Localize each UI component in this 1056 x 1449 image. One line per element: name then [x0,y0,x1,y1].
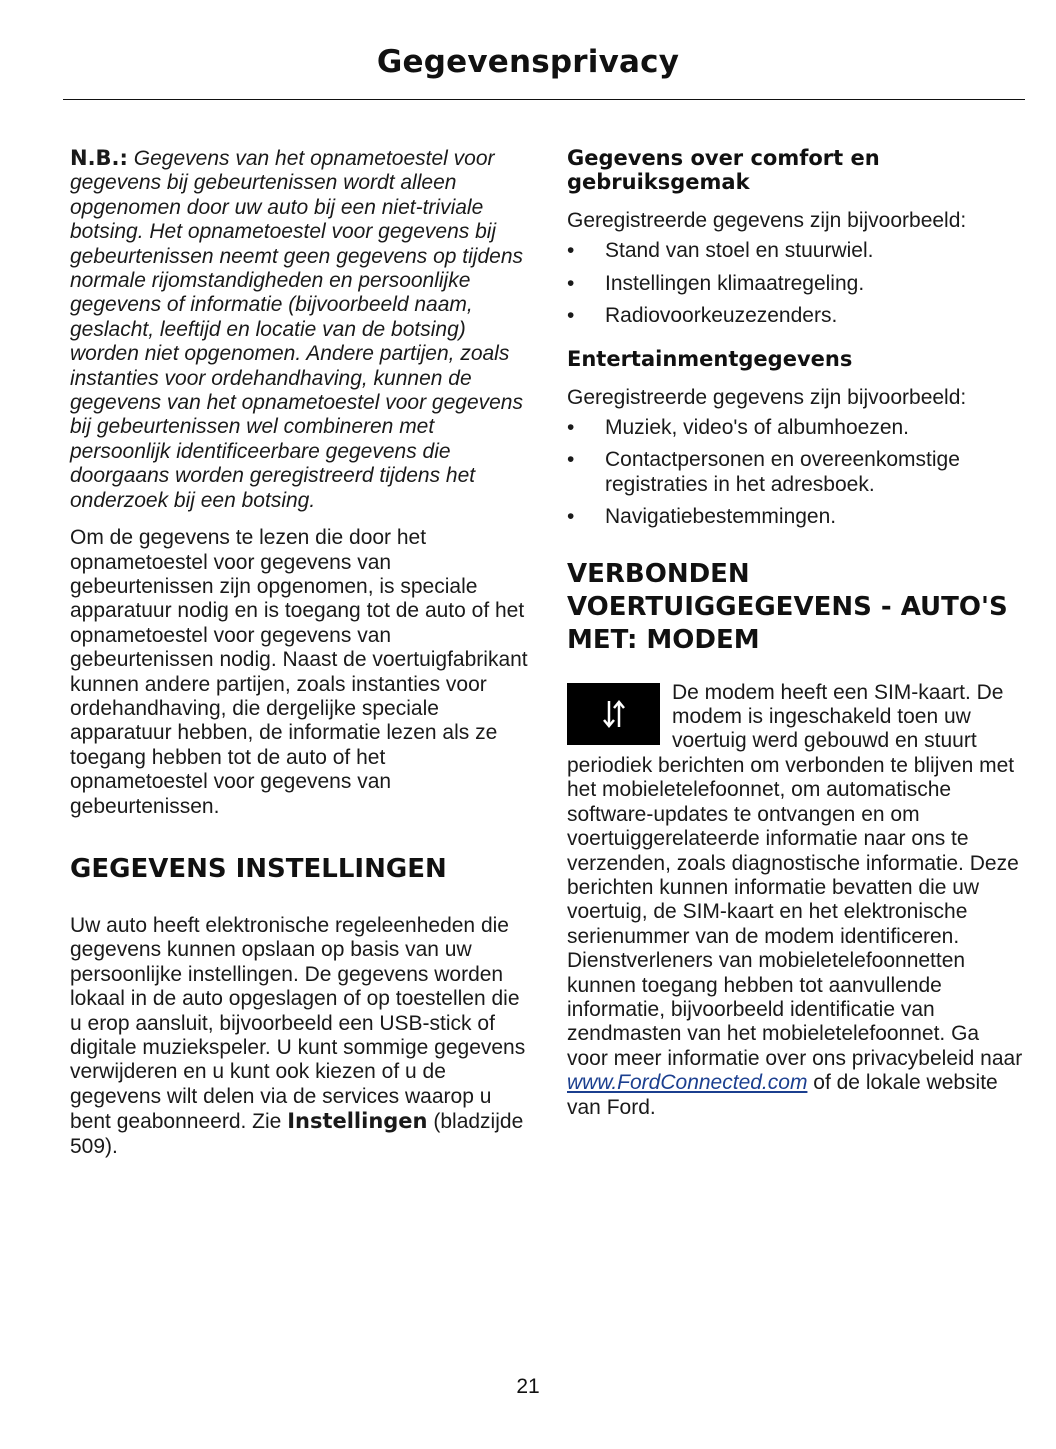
list-item: • Stand van stoel en stuurwiel. [567,239,874,263]
recorder-paragraph: Om de gegevens te lezen die door het opnametoestel voor gegevens van gebeurtenissen zijn opgenomen, is speciale apparatuur nodig en is toegang tot de auto of het opnametoestel voor gegevens van gebeurtenissen nodig. Naast de voertuigfabrikant kunnen andere partijen, zoals instanties voor ordehandhaving, die dergelijke speciale apparatuur hebben, de informatie lezen als ze toegang hebben tot de auto of het opnametoestel voor gegevens van gebeurtenissen. [70,526,528,818]
comfort-intro: Geregistreerde gegevens zijn bijvoorbeeld: [567,209,967,232]
page-number: 21 [516,1375,540,1398]
comfort-heading: Gegevens over comfort en gebruiksgemak [567,146,880,194]
list-item: • Navigatiebestemmingen. [567,505,837,529]
section-title-connected: VERBONDEN VOERTUIGGEGEVENS - AUTO'S MET: MODEM [567,558,1008,655]
entertainment-intro: Geregistreerde gegevens zijn bijvoorbeeld: [567,385,967,409]
modem-block [567,681,1025,1120]
list-item: • Contactpersonen en overeenkomstige registraties in het adresboek. [567,448,960,496]
note-paragraph [70,146,528,513]
modem-text: De modem heeft een SIM-kaart. De modem is ingeschakeld toen uw voertuig werd gebouwd en stuurt periodiek berichten om verbonden te blijven met het mobieletelefoonnet, om automatische software-updates te ontvangen en om voertuiggerelateerde informatie naar ons te verzenden, zoals diagnostische informatie. Deze berichten kunnen informatie bevatten die uw voertuig, de SIM-kaart en het elektronische serienummer van de modem identificeren. Dienstverleners van mobieletelefoonnetten kunnen toegang hebben tot aanvullende informatie, bijvoorbeeld identificatie van zendmasten van het mobieletelefoonnet. Ga voor meer informatie over ons privacybeleid naar [567,680,1023,1070]
left-column [70,146,528,1159]
modem-paragraph [567,681,1025,1120]
ford-connected-link[interactable]: www.FordConnected.com [567,1071,808,1095]
page-title: Gegevensprivacy [376,44,680,80]
right-column [567,146,1025,1120]
list-item: • Radiovoorkeuzezenders. [567,304,838,328]
note-label: N.B.: [70,146,128,170]
comfort-list [567,239,1025,328]
section-title-settings: GEGEVENS INSTELLINGEN [70,853,447,884]
entertainment-list [567,416,1025,530]
note-text: Gegevens van het opnametoestel voor gegevens bij gebeurtenissen wordt alleen opgenomen door uw auto bij een niet-triviale botsing. Het opnametoestel voor gegevens bij gebeurtenissen neemt geen gegevens op tijdens normale rijomstandigheden en persoonlijke gegevens of informatie (bijvoorbeeld naam, geslacht, leeftijd en locatie van de botsing) worden niet opgenomen. Andere partijen, zoals instanties voor ordehandhaving, kunnen de gegevens van het opnametoestel voor gegevens bij gebeurtenissen wel combineren met persoonlijk identificeerbare gegevens die doorgaans worden geregistreerd tijdens het onderzoek bij een botsing. [70,147,523,512]
modem-signal-icon [567,683,660,745]
settings-page-ref: (bladzijde 509). [70,1110,524,1158]
modem-suffix: of de lokale website van Ford. [567,1071,998,1119]
list-item: • Instellingen klimaatregeling. [567,271,865,295]
list-item: • Muziek, video's of albumhoezen. [567,416,910,440]
settings-reference[interactable]: Instellingen [287,1109,428,1134]
settings-text: Uw auto heeft elektronische regeleenheden die gegevens kunnen opslaan op basis van uw persoonlijke instellingen. De gegevens worden lokaal in de auto opgeslagen of op toestellen die u erop aansluit, bijvoorbeeld een USB-stick of digitale muziekspeler. U kunt sommige gegevens verwijderen en u kunt ook kiezen of u de gegevens wilt delen via de services waarop u bent geabonneerd. Zie [70,913,526,1134]
title-divider [63,99,1025,100]
settings-paragraph [70,914,528,1159]
entertainment-heading: Entertainmentgegevens [567,346,853,371]
